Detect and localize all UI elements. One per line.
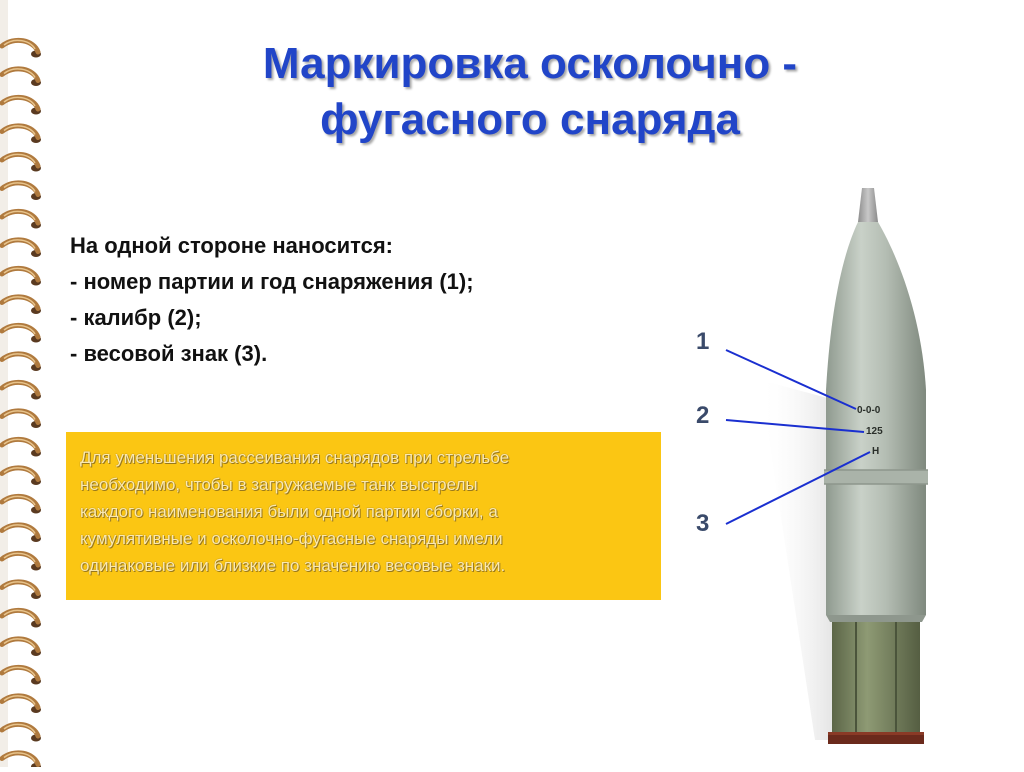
shell-nose xyxy=(826,222,926,415)
shell-body xyxy=(826,415,926,615)
note-line-3: каждого наименования были одной партии сборки, а xyxy=(80,502,498,521)
notebook-binding xyxy=(0,0,52,767)
note-line-1: Для уменьшения рассеивания снарядов при стрельбе xyxy=(80,448,510,467)
note-line-4: кумулятивные и осколочно-фугасные снаряды имели xyxy=(80,529,503,548)
shell-illustration xyxy=(660,180,1020,767)
marking-info-list xyxy=(70,228,670,372)
title-line-2: фугасного снаряда xyxy=(320,95,740,144)
shell-shadow xyxy=(760,380,835,740)
cartridge-case xyxy=(832,622,920,732)
shell-drawing xyxy=(660,180,1020,767)
fuze-tip xyxy=(858,188,878,222)
marking-caliber: 125 xyxy=(866,426,883,437)
info-item-weight: - весовой знак (3). xyxy=(70,341,268,366)
note-line-5: одинаковые или близкие по значению весовые знаки. xyxy=(80,556,506,575)
marking-batch: 0-0-0 xyxy=(857,405,881,416)
info-item-caliber: - калибр (2); xyxy=(70,305,202,330)
callout-1: 1 xyxy=(696,328,710,355)
marking-weight: Н xyxy=(872,446,880,457)
title-line-1: Маркировка осколочно - xyxy=(262,39,798,88)
callout-3: 3 xyxy=(696,510,710,537)
shell-band xyxy=(824,470,928,484)
note-line-2: необходимо, чтобы в загружаемые танк выстрелы xyxy=(80,475,478,494)
note-box xyxy=(66,432,661,600)
slide-title xyxy=(130,36,930,148)
callout-2: 2 xyxy=(696,402,710,429)
info-item-batch: - номер партии и год снаряжения (1); xyxy=(70,269,474,294)
info-heading: На одной стороне наносится: xyxy=(70,233,393,258)
